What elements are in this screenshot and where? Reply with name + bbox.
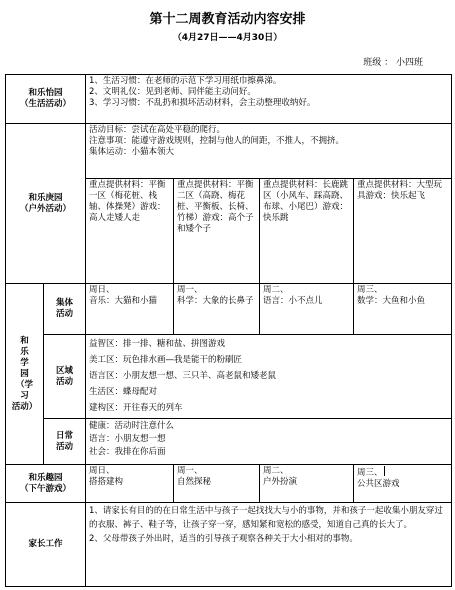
- daily-item: 社会：我排在你后面: [89, 447, 166, 457]
- daily-activity-label: 日常 活动: [44, 419, 86, 465]
- schedule-table: [5, 74, 452, 587]
- outdoor-info: [86, 124, 452, 179]
- parents-items: [86, 503, 452, 587]
- afternoon-day-cell: 周三、 公共区游戏: [354, 465, 452, 503]
- outdoor-notes: 注意事项：能遵守游戏规则，控制与他人的间距，不推人，不拥挤。: [89, 136, 345, 146]
- outdoor-group: 集体运动：小猫本领大: [89, 147, 175, 157]
- life-item: 2、文明礼仪：见到老师、同伴能主动问好。: [89, 87, 256, 97]
- afternoon-day-cell: 周一、 自然探秘: [174, 465, 260, 503]
- area-item: 美工区：玩色排水画—我是能干的粉刷匠: [89, 355, 243, 365]
- afternoon-section-label: 和乐趣园 （下午游戏）: [6, 465, 86, 503]
- afternoon-day-cell: 周二、 户外扮演: [260, 465, 354, 503]
- parents-item: 2、父母带孩子外出时，适当的引导孩子观察各种关于大小相对的事物。: [89, 534, 358, 544]
- text-cursor: [384, 466, 385, 476]
- life-item: 1、生活习惯：在老师的示范下学习用纸巾擦鼻涕。: [89, 76, 282, 86]
- area-item: 益智区：排一排、糖和盐、拼图游戏: [89, 339, 226, 349]
- group-day-cell: 周二、 语言：小不点儿: [260, 284, 354, 335]
- daily-item: 健康：活动时注意什么: [89, 421, 175, 431]
- afternoon-row: [6, 465, 452, 503]
- outdoor-day-cell: 重点提供材料：长鹿跳区（小风车、踩高跷、布球、小尾巴）游戏：快乐跳: [260, 179, 354, 284]
- learning-section-label: 和 乐 学 园 （学 习 活动）: [6, 284, 44, 465]
- area-item: 语言区：小朋友想一想、三只羊、高老鼠和矮老鼠: [89, 371, 277, 381]
- outdoor-info-row: [6, 124, 452, 179]
- area-activity-row: [6, 335, 452, 419]
- outdoor-day-cell: 重点提供材料：平衡一区（梅花桩、栈轴、体操凳）游戏：高人走矮人走: [86, 179, 174, 284]
- area-item: 生活区：蝶母配对: [89, 387, 158, 397]
- life-item: 3、学习习惯：不乱扔和损坏活动材料，会主动整理收纳好。: [89, 98, 316, 108]
- group-day-cell: 周日、 音乐：大猫和小猫: [86, 284, 174, 335]
- page-title: 第十二周教育活动内容安排: [149, 12, 306, 27]
- daily-items: [86, 419, 452, 465]
- parents-item: 1、请家长有目的的在日常生活中与孩子一起找找大与小的事物，并和孩子一起收集小朋友穿过的衣服、裤子、鞋子等，让孩子穿一穿，感知紧和宽松的感受，知道自己真的长大了。: [89, 506, 443, 530]
- outdoor-day-cell: 重点提供材料：大型玩具游戏：快乐起飞: [354, 179, 452, 284]
- parents-section-label: 家长工作: [6, 503, 86, 587]
- group-activity-row: [6, 284, 452, 335]
- afternoon-day-cell: 周日、 搭搭建构: [86, 465, 174, 503]
- outdoor-goal: 活动目标：尝试在高处平稳的爬行。: [89, 125, 226, 135]
- group-activity-label: 集体 活动: [44, 284, 86, 335]
- date-range: （4月27日——4月30日）: [172, 33, 283, 43]
- life-row: [6, 75, 452, 124]
- outdoor-day-cell: 重点提供材料：平衡二区（高跷、梅花桩、平衡板、长椅、竹梯）游戏：高个子和矮个子: [174, 179, 260, 284]
- group-day-cell: 周三、 数学：大鱼和小鱼: [354, 284, 452, 335]
- daily-activity-row: [6, 419, 452, 465]
- area-item: 建构区：开往春天的列车: [89, 403, 183, 413]
- parents-row: [6, 503, 452, 587]
- daily-item: 语言：小朋友想一想: [89, 434, 166, 444]
- life-section-label: 和乐怡园 （生活活动）: [6, 75, 86, 124]
- area-items: [86, 335, 452, 419]
- outdoor-section-label: 和乐庚园 （户外活动）: [6, 124, 86, 284]
- life-items: [86, 75, 452, 124]
- group-day-cell: 周一、 科学：大象的长鼻子: [174, 284, 260, 335]
- area-activity-label: 区域 活动: [44, 335, 86, 419]
- class-label: 班级 ： 小四班: [363, 58, 423, 68]
